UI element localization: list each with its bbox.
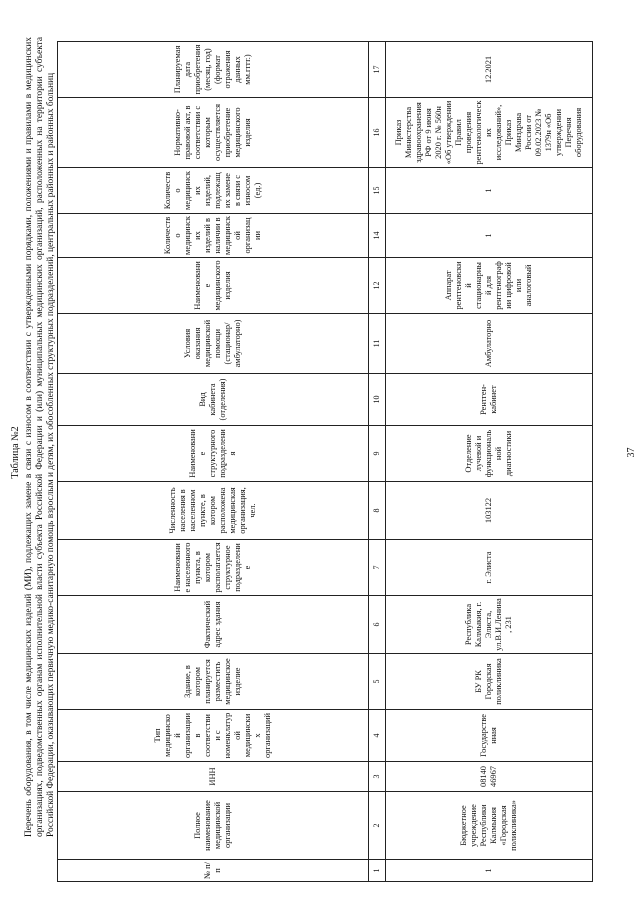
header-cell: Здание, в котором планируется разместить медицинское изделие: [58, 654, 369, 710]
column-number: 10: [369, 374, 386, 426]
header-cell: Тип медицинской организации в соответствии с номенклатурой медицинских организаций: [58, 710, 369, 762]
header-cell: Численность населения в населенном пункте, в котором расположена медицинская организация, чел.: [58, 482, 369, 540]
header-cell: Полное наименование медицинской организации: [58, 792, 369, 860]
column-number: 8: [369, 482, 386, 540]
header-cell: Наименование медицинского изделия: [58, 258, 369, 314]
column-number: 12: [369, 258, 386, 314]
purchase-date-cell: 12.2021: [386, 42, 593, 98]
column-number-row: [369, 42, 386, 882]
header-cell: Вид кабинета (отделения): [58, 374, 369, 426]
column-number: 14: [369, 214, 386, 258]
building-cell: БУ РК Городская поликлиника: [386, 654, 593, 710]
header-cell: Количество медицинских изделий, подлежащих замене в связи с износом (ед.): [58, 168, 369, 214]
equipment-table: [57, 41, 593, 882]
locality-cell: г. Элиста: [386, 540, 593, 596]
column-number: 17: [369, 42, 386, 98]
page-number: 37: [626, 447, 637, 458]
column-number: 6: [369, 596, 386, 654]
conditions-cell: Амбулаторно: [386, 314, 593, 374]
column-number: 15: [369, 168, 386, 214]
qty-replace-cell: 1: [386, 168, 593, 214]
inn-cell: 0814046967: [386, 762, 593, 792]
table-title: Таблица №2: [10, 426, 21, 479]
header-cell: Нормативно-правовой акт, в соответствии с которым осуществляется приобретение медицинского изделия: [58, 98, 369, 168]
header-cell: ИНН: [58, 762, 369, 792]
column-number: 2: [369, 792, 386, 860]
legal-act-cell: Приказ Министерства здравоохранения РФ от 9 июня 2020 г. № 560н «Об утверждении Правил проведения рентгенологических исследований», Приказ Минздрава России от 09.02.2023 № 1379н «Об утверждении Перечня оборудования: [386, 98, 593, 168]
org-type-cell: Государственная: [386, 710, 593, 762]
address-cell: Республика Калмыкия, г. Элиста, ул.В.И.Ленина, 231: [386, 596, 593, 654]
header-cell: Фактический адрес здания: [58, 596, 369, 654]
column-number: 7: [369, 540, 386, 596]
room-type-cell: Рентген-кабинет: [386, 374, 593, 426]
column-number: 5: [369, 654, 386, 710]
column-number: 1: [369, 860, 386, 882]
row-number: 1: [386, 860, 593, 882]
header-cell: № п/ п: [58, 860, 369, 882]
column-number: 9: [369, 426, 386, 482]
device-cell: Аппарат рентгеновский стационарный для рентгенографии цифровой или аналоговый: [386, 258, 593, 314]
intro-paragraph: Перечень оборудования, в том числе медицинских изделий (МИ), подлежащих замене в связи с износом в соответствии с утвержденными порядками, положениями и правилами в медицинских организациях, подведомственных органам исполнительной власти субъекта Российской Федерации и (или) муниципальных медицинских организаций, расположенных на территории субъекта Российской Федерации, оказывающих первичную медико-санитарную помощь взрослым и детям, их обособленных структурных подразделений, центральных районных и районных больниц: [24, 37, 56, 837]
column-number: 16: [369, 98, 386, 168]
org-name-cell: Бюджетное учреждение Республики Калмыкия «Городская поликлиника»: [386, 792, 593, 860]
unit-cell: Отделение лучевой и функциональной диагностики: [386, 426, 593, 482]
header-cell: Условия оказания медицинской помощи (стационар/амбулаторно): [58, 314, 369, 374]
population-cell: 103122: [386, 482, 593, 540]
column-number: 11: [369, 314, 386, 374]
table-header-row: [58, 42, 369, 882]
table-row: [386, 42, 593, 882]
qty-available-cell: 1: [386, 214, 593, 258]
column-number: 4: [369, 710, 386, 762]
column-number: 3: [369, 762, 386, 792]
header-cell: Планируемая дата приобретения (месяц, год) (формат отражения данных мм.гггг.): [58, 42, 369, 98]
header-cell: Количество медицинских изделий в наличии в медицинской организации: [58, 214, 369, 258]
header-cell: Наименование структурного подразделения: [58, 426, 369, 482]
header-cell: Наименование населенного пункта, в котором располагается структурное подразделение: [58, 540, 369, 596]
